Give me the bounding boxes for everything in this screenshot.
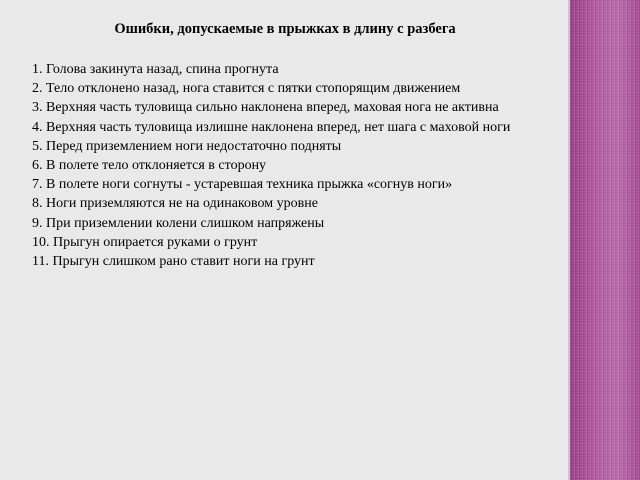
list-item: 5. Перед приземлением ноги недостаточно подняты	[32, 138, 342, 154]
decorative-side-bar	[570, 0, 640, 480]
list-item: 10. Прыгун опирается руками о грунт	[32, 234, 258, 250]
list-item: 11. Прыгун слишком рано ставит ноги на грунт	[32, 254, 315, 270]
list-item: 6. В полете тело отклоняется в сторону	[32, 158, 267, 174]
list-item: 7. В полете ноги согнуты - устаревшая техника прыжка «согнув ноги»	[32, 177, 453, 193]
slide-title: Ошибки, допускаемые в прыжках в длину с разбега	[114, 21, 456, 37]
list-item: 8. Ноги приземляются не на одинаковом уровне	[32, 196, 318, 212]
error-list	[32, 60, 552, 271]
list-item: 1. Голова закинута назад, спина прогнута	[32, 62, 279, 77]
list-item: 3. Верхняя часть туловища сильно наклонена вперед, маховая нога не активна	[32, 100, 499, 116]
list-item: 4. Верхняя часть туловища излишне наклонена вперед, нет шага с маховой ноги	[32, 119, 511, 135]
list-item: 2. Тело отклонено назад, нога ставится с пятки стопорящим движением	[32, 81, 461, 97]
list-item: 9. При приземлении колени слишком напряжены	[32, 215, 325, 231]
